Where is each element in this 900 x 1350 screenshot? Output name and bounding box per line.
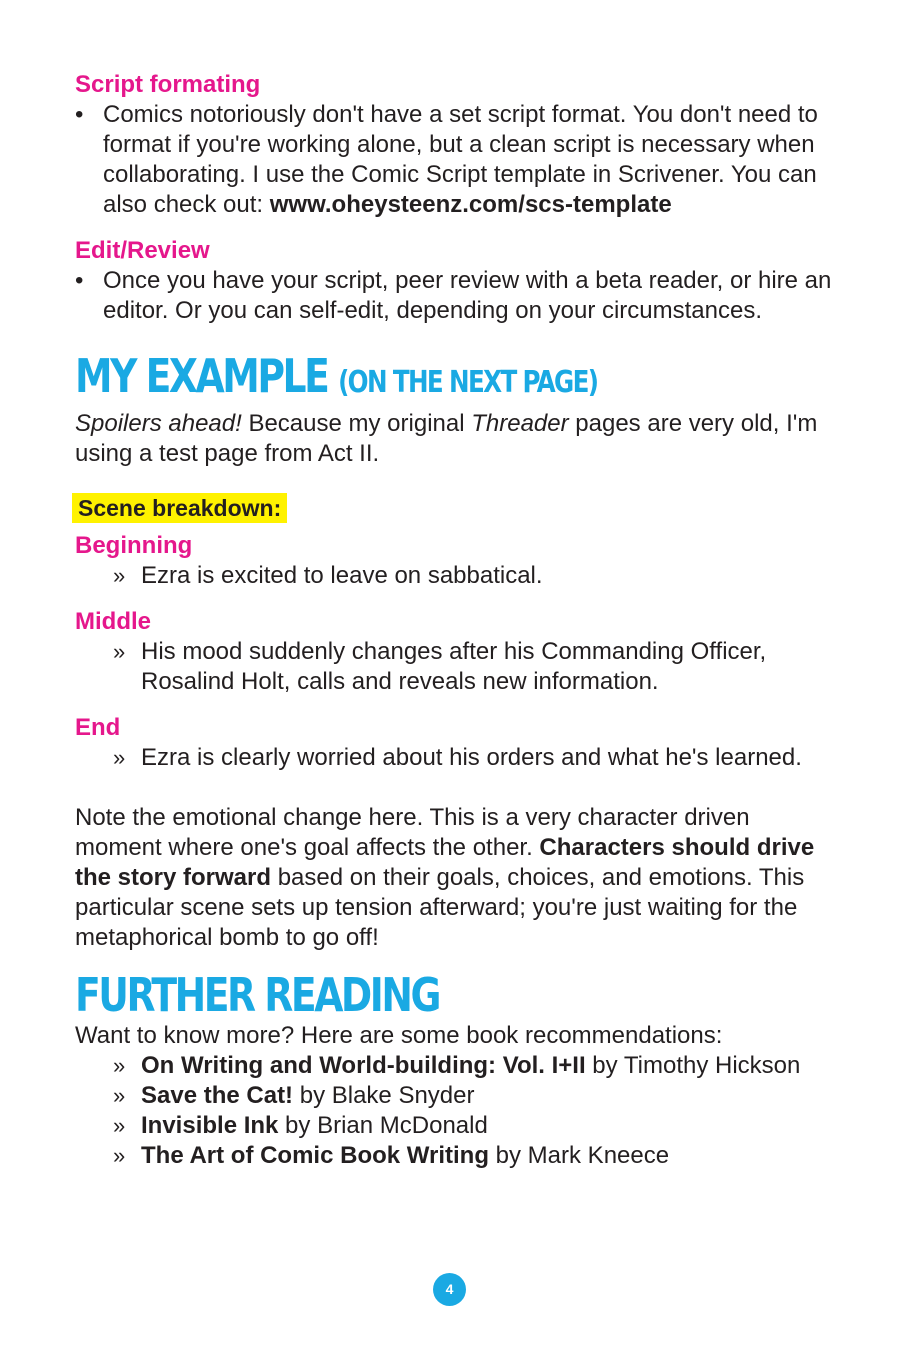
list-item (75, 1111, 835, 1141)
list-item (75, 743, 835, 773)
scene-breakdown-highlight: Scene breakdown: (72, 493, 287, 523)
end-text: Ezra is clearly worried about his orders and what he's learned. (141, 744, 802, 771)
book-author: by Mark Kneece (489, 1142, 670, 1169)
script-formatting-text: Comics notoriously don't have a set script format. You don't need to format if you're working alone, but a clean script is necessary when collaborating. I use the Comic Script template in Scrivener. You can also check out: (103, 101, 818, 218)
further-reading-intro: Want to know more? Here are some book recommendations: (75, 1022, 723, 1049)
book-author: by Blake Snyder (293, 1082, 475, 1109)
list-item (75, 1081, 835, 1111)
list-item (75, 266, 835, 326)
page-content (75, 70, 835, 1171)
script-formatting-heading: Script formating (75, 71, 261, 98)
list-item (75, 561, 835, 591)
arrow-marker: » (113, 1053, 126, 1078)
my-example-title-suffix: (ON THE NEXT PAGE) (338, 365, 598, 400)
further-reading-title: FURTHER READING (75, 968, 439, 1022)
beginning-heading: Beginning (75, 532, 193, 559)
bullet-marker: • (75, 267, 84, 294)
middle-heading: Middle (75, 608, 151, 635)
edit-review-text: Once you have your script, peer review with a beta reader, or hire an editor. Or you can self-edit, depending on your circumstances. (103, 267, 832, 324)
page-number-badge: 4 (433, 1273, 466, 1306)
book-author: by Timothy Hickson (585, 1052, 801, 1079)
arrow-marker: » (113, 1113, 126, 1138)
arrow-marker: » (113, 1083, 126, 1108)
beginning-text: Ezra is excited to leave on sabbatical. (141, 562, 543, 589)
bullet-marker: • (75, 101, 84, 128)
book-title: On Writing and World-building: Vol. I+II (141, 1052, 586, 1079)
list-item (75, 1141, 835, 1171)
note-paragraph: Note the emotional change here. This is a very character driven moment where one's goal affects the other. Characters should drive the story forward based on their goals, choices, and emotions. This particular scene sets up tension afterward; you're just waiting for the metaphorical bomb to go off! (75, 804, 815, 951)
list-item (75, 1051, 835, 1081)
my-example-intro: Spoilers ahead! Because my original Threader pages are very old, I'm using a test page from Act II. (75, 410, 818, 467)
arrow-marker: » (113, 1143, 126, 1168)
list-item (75, 637, 835, 697)
middle-text: His mood suddenly changes after his Commanding Officer, Rosalind Holt, calls and reveals new information. (141, 638, 767, 695)
arrow-marker: » (113, 563, 126, 588)
book-author: by Brian McDonald (278, 1112, 488, 1139)
book-title: The Art of Comic Book Writing (141, 1142, 489, 1169)
end-heading: End (75, 714, 121, 741)
my-example-title: MY EXAMPLE (ON THE NEXT PAGE) (75, 349, 598, 403)
book-title: Invisible Ink (141, 1112, 279, 1139)
edit-review-heading: Edit/Review (75, 237, 210, 264)
arrow-marker: » (113, 639, 126, 664)
template-link[interactable]: www.oheysteenz.com/scs-template (269, 191, 672, 218)
list-item (75, 100, 835, 220)
book-title: Save the Cat! (141, 1082, 294, 1109)
arrow-marker: » (113, 745, 126, 770)
